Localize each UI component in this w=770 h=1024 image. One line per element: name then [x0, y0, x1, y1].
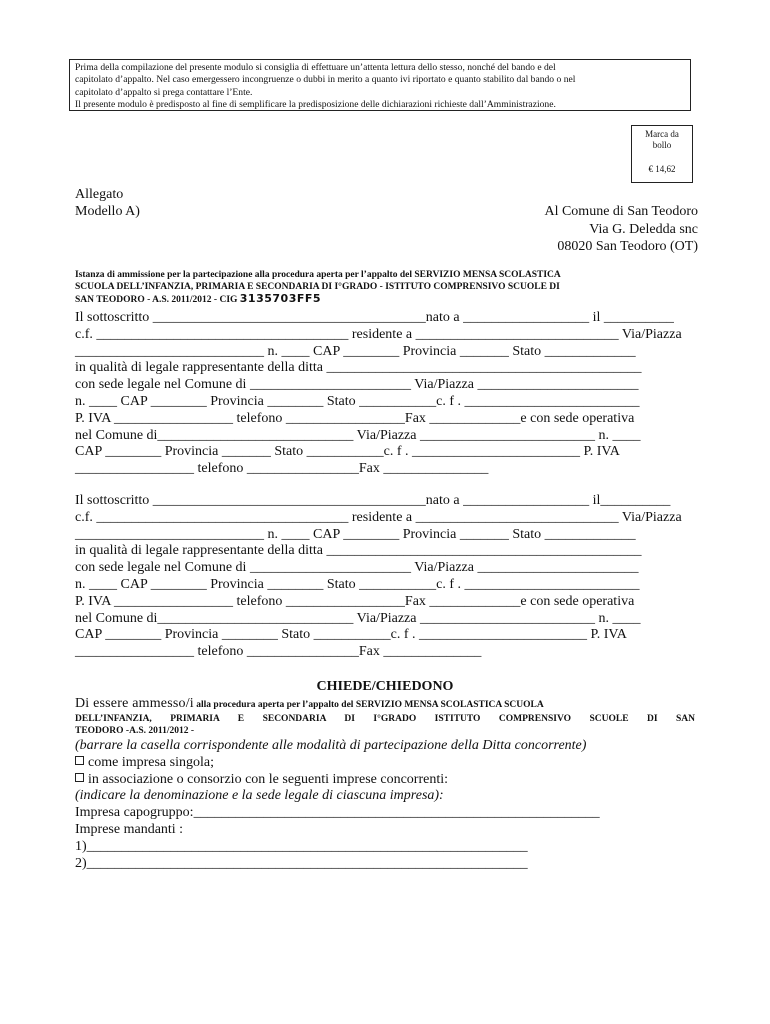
recipient-line: Via G. Deledda snc	[589, 221, 698, 237]
recipient-line: 08020 San Teodoro (OT)	[557, 239, 698, 254]
signatory-form-2	[75, 493, 695, 661]
application-subject	[75, 269, 695, 307]
mandate-company-field-2[interactable]: 2)_______________________________________________________________	[75, 855, 528, 871]
request-text: alla procedura aperta per l’appalto del SERVIZIO MENSA SCOLASTICA SCUOLA	[193, 700, 544, 710]
lead-company-field[interactable]: Impresa capogruppo:__________________________________________________________	[75, 805, 600, 821]
mandate-companies-label: Imprese mandanti :	[75, 821, 184, 837]
notice-line: capitolato d’appalto. Nel caso emergessero incongruenze o dubbi in merito a quanto ivi riportato e quanto stabilito dal bando o nel	[75, 74, 576, 86]
form-field-line[interactable]: n. ____ CAP ________ Provincia ________ Stato ___________c. f . _________________________	[75, 393, 640, 409]
notice-line: capitolato d’appalto si prega contattare l’Ente.	[75, 86, 253, 98]
form-field-line[interactable]: CAP ________ Provincia ________ Stato ___________c. f . ________________________ P. IVA	[75, 627, 627, 643]
stamp-label: bollo	[652, 140, 672, 150]
option-single[interactable]	[75, 755, 705, 772]
form-field-line[interactable]: con sede legale nel Comune di _______________________ Via/Piazza _______________________	[75, 377, 639, 393]
form-field-line[interactable]: P. IVA _________________ telefono _________________Fax _____________e con sede operativa	[75, 593, 635, 609]
signatory-form-1	[75, 310, 695, 478]
option-association-label: in associazione o consorzio con le seguenti imprese concorrenti:	[88, 771, 448, 787]
option-association[interactable]	[75, 772, 705, 789]
option-single-label: come impresa singola;	[88, 754, 214, 770]
form-field-line[interactable]: Il sottoscritto _______________________________________nato a __________________ il__________	[75, 493, 671, 508]
notice-box	[69, 59, 691, 111]
stamp-amount: € 14,62	[648, 164, 676, 174]
revenue-stamp-box	[631, 125, 693, 183]
request-heading: CHIEDE/CHIEDONO	[316, 679, 454, 694]
request-first-line	[75, 696, 695, 713]
attachment-label	[75, 186, 140, 220]
subject-line: SCUOLA DELL’INFANZIA, PRIMARIA E SECONDARIA DI I°GRADO - ISTITUTO COMPRENSIVO SCUOLE DI	[75, 282, 560, 293]
request-text: DELL’INFANZIA, PRIMARIA E SECONDARIA DI I°GRADO ISTITUTO COMPRENSIVO SCUOLE DI SAN	[75, 714, 695, 724]
options-instruction: (barrare la casella corrispondente alle modalità di partecipazione della Ditta concorrente)	[75, 738, 587, 753]
form-field-line[interactable]: nel Comune di____________________________ Via/Piazza _________________________ n. ____	[75, 610, 641, 626]
form-field-line[interactable]: _________________ telefono ________________Fax ______________	[75, 644, 482, 660]
cig-code: 3135703FF5	[239, 292, 322, 306]
stamp-label: Marca da	[645, 129, 679, 139]
form-field-line[interactable]: c.f. ____________________________________ residente a _____________________________ Via/Piazza	[75, 326, 682, 342]
form-field-line[interactable]: con sede legale nel Comune di _______________________ Via/Piazza _______________________	[75, 560, 639, 576]
subject-line	[75, 293, 695, 306]
options-hint: (indicare la denominazione e la sede legale di ciascuna impresa):	[75, 788, 444, 804]
form-field-line[interactable]: c.f. ____________________________________ residente a _____________________________ Via/Piazza	[75, 509, 682, 525]
admission-request	[75, 696, 695, 737]
form-field-line[interactable]: in qualità di legale rappresentante della ditta _____________________________________________	[75, 360, 642, 376]
subject-line: Istanza di ammissione per la partecipazione alla procedura aperta per l’appalto del SERVIZIO MENSA SCOLASTICA	[75, 270, 561, 280]
form-field-line[interactable]: n. ____ CAP ________ Provincia ________ Stato ___________c. f . _________________________	[75, 576, 640, 592]
form-field-line[interactable]: ___________________________ n. ____ CAP ________ Provincia _______ Stato _____________	[75, 343, 636, 359]
notice-line: Il presente modulo è predisposto al fine di semplificare la predisposizione delle dichiarazioni richieste dall’Amministrazione.	[75, 99, 556, 111]
attachment-model: Modello A)	[75, 204, 140, 219]
request-text: TEODORO -A.S. 2011/2012 -	[75, 726, 195, 736]
form-field-line[interactable]: nel Comune di____________________________ Via/Piazza _________________________ n. ____	[75, 427, 641, 443]
notice-line: Prima della compilazione del presente modulo si consiglia di effettuare un’attenta lettura dello stesso, nonché del bando e del	[75, 62, 556, 73]
form-field-line[interactable]: Il sottoscritto _______________________________________nato a __________________ il __________	[75, 310, 674, 325]
checkbox-icon[interactable]	[75, 756, 84, 765]
attachment-line: Allegato	[75, 187, 124, 202]
form-field-line[interactable]: CAP ________ Provincia _______ Stato ___________c. f . ________________________ P. IVA	[75, 444, 620, 460]
form-field-line[interactable]: _________________ telefono ________________Fax _______________	[75, 461, 489, 477]
recipient-address	[544, 203, 698, 256]
participation-options	[75, 738, 705, 872]
subject-text: SAN TEODORO - A.S. 2011/2012 - CIG	[75, 295, 240, 306]
form-field-line[interactable]: in qualità di legale rappresentante della ditta _____________________________________________	[75, 543, 642, 559]
form-field-line[interactable]: ___________________________ n. ____ CAP ________ Provincia _______ Stato _____________	[75, 526, 636, 542]
mandate-company-field-1[interactable]: 1)_______________________________________________________________	[75, 838, 528, 854]
request-lead: Di essere ammesso/i	[75, 696, 194, 711]
checkbox-icon[interactable]	[75, 773, 84, 782]
recipient-line: Al Comune di San Teodoro	[544, 204, 698, 219]
form-field-line[interactable]: P. IVA _________________ telefono _________________Fax _____________e con sede operativa	[75, 410, 635, 426]
